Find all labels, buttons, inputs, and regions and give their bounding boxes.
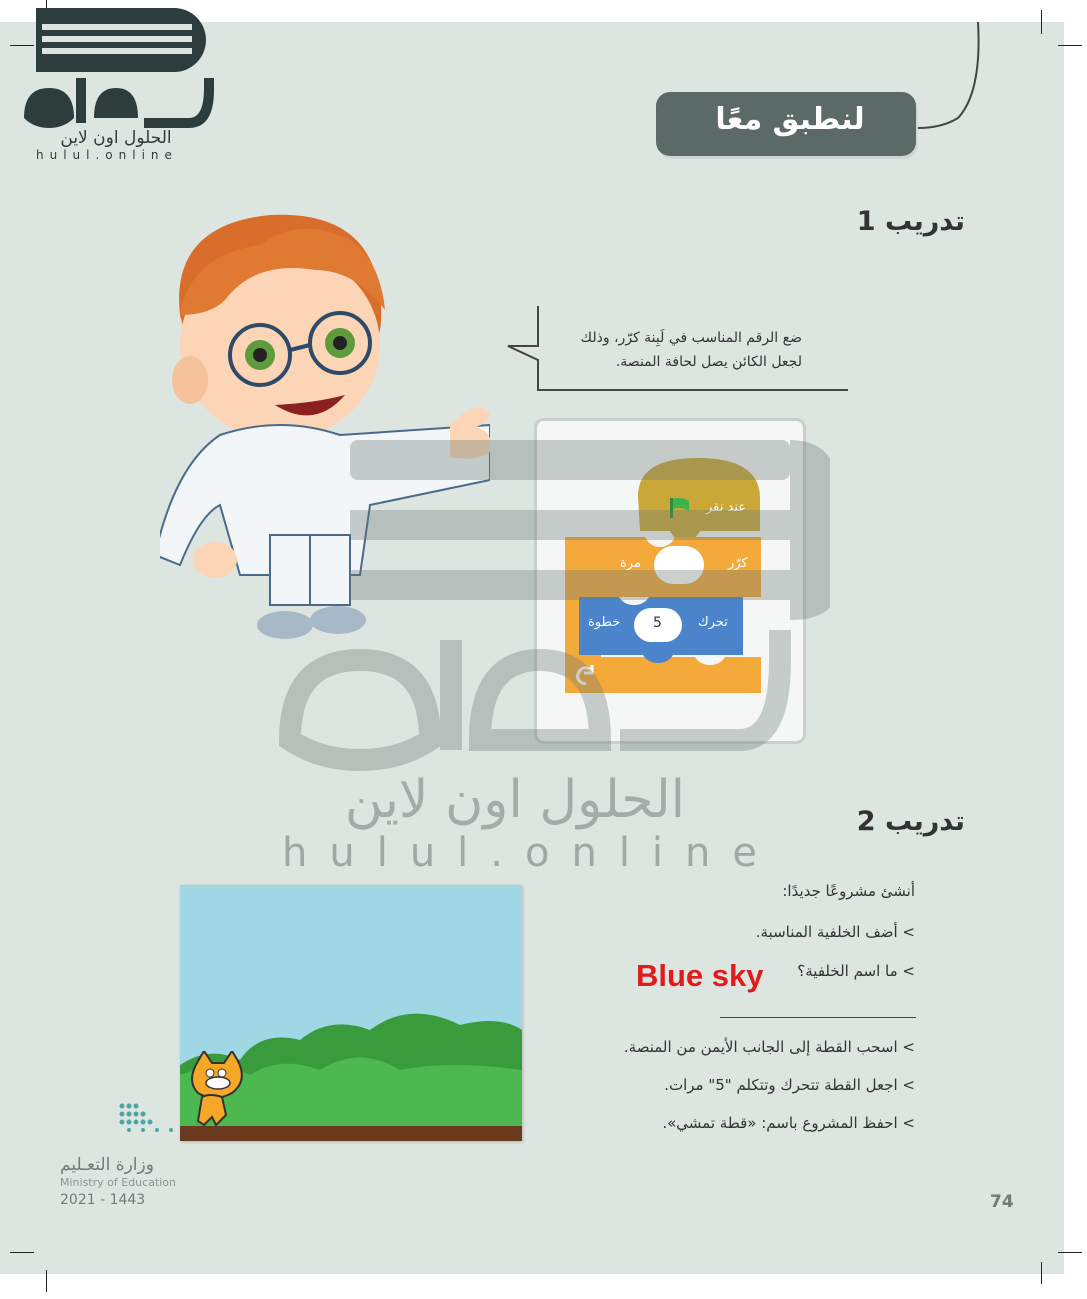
exercise2-step: > ما اسم الخلفية؟ [797, 962, 915, 980]
repeat-label: كرّر [728, 556, 748, 571]
move-steps-value: 5 [653, 615, 662, 631]
exercise2-step: > اجعل القطة تتحرك وتتكلم "5" مرات. [664, 1076, 915, 1094]
answer-underline [720, 1017, 916, 1018]
exercise2-step: > اسحب القطة إلى الجانب الأيمن من المنصة. [623, 1038, 915, 1056]
crop-mark [46, 1270, 47, 1292]
crop-mark [1058, 1252, 1082, 1253]
watermark-arabic-text: الحلول اون لاين [344, 770, 686, 830]
crop-mark [1058, 45, 1082, 46]
watermark-logo [270, 420, 830, 780]
exercise2-heading: تدريب 2 [856, 806, 965, 837]
ministry-logo-dots-icon [116, 1100, 186, 1140]
section-title: لنطبق معًا [715, 102, 865, 137]
page-number: 74 [990, 1192, 1014, 1212]
move-label: تحرك [698, 615, 728, 630]
exercise1-heading: تدريب 1 [856, 206, 965, 237]
ministry-year: 2021 - 1443 [60, 1192, 146, 1208]
crop-mark [1041, 10, 1042, 34]
exercise1-instruction [540, 326, 802, 374]
watermark-english-text: hulul.online [282, 830, 780, 876]
exercise2-step: > أضف الخلفية المناسبة. [755, 923, 915, 941]
hulul-logo [14, 8, 214, 162]
logo-arabic-text: الحلول اون لاين [60, 128, 172, 148]
crop-mark [1041, 1262, 1042, 1284]
scratch-cat-icon [184, 1051, 250, 1131]
exercise2-intro: أنشئ مشروعًا جديدًا: [782, 882, 915, 900]
times-label: مرة [620, 556, 641, 571]
ministry-arabic-name: وزارة التعـليم [60, 1155, 154, 1175]
backdrop-name-answer: Blue sky [636, 958, 764, 993]
instruction-line: لجعل الكائن يصل لحافة المنصة. [615, 354, 802, 370]
ministry-english-name: Ministry of Education [60, 1176, 177, 1189]
when-flag-label: عند نقر [706, 500, 747, 515]
scratch-stage-blue-sky [180, 885, 522, 1141]
steps-label: خطوة [588, 615, 621, 630]
exercise2-step: > احفظ المشروع باسم: «قطة تمشي». [662, 1114, 915, 1132]
instruction-line: ضع الرقم المناسب في لَبِنة كرّر، وذلك [580, 330, 802, 346]
crop-mark [10, 1252, 34, 1253]
logo-english-text: hulul.online [36, 148, 178, 162]
